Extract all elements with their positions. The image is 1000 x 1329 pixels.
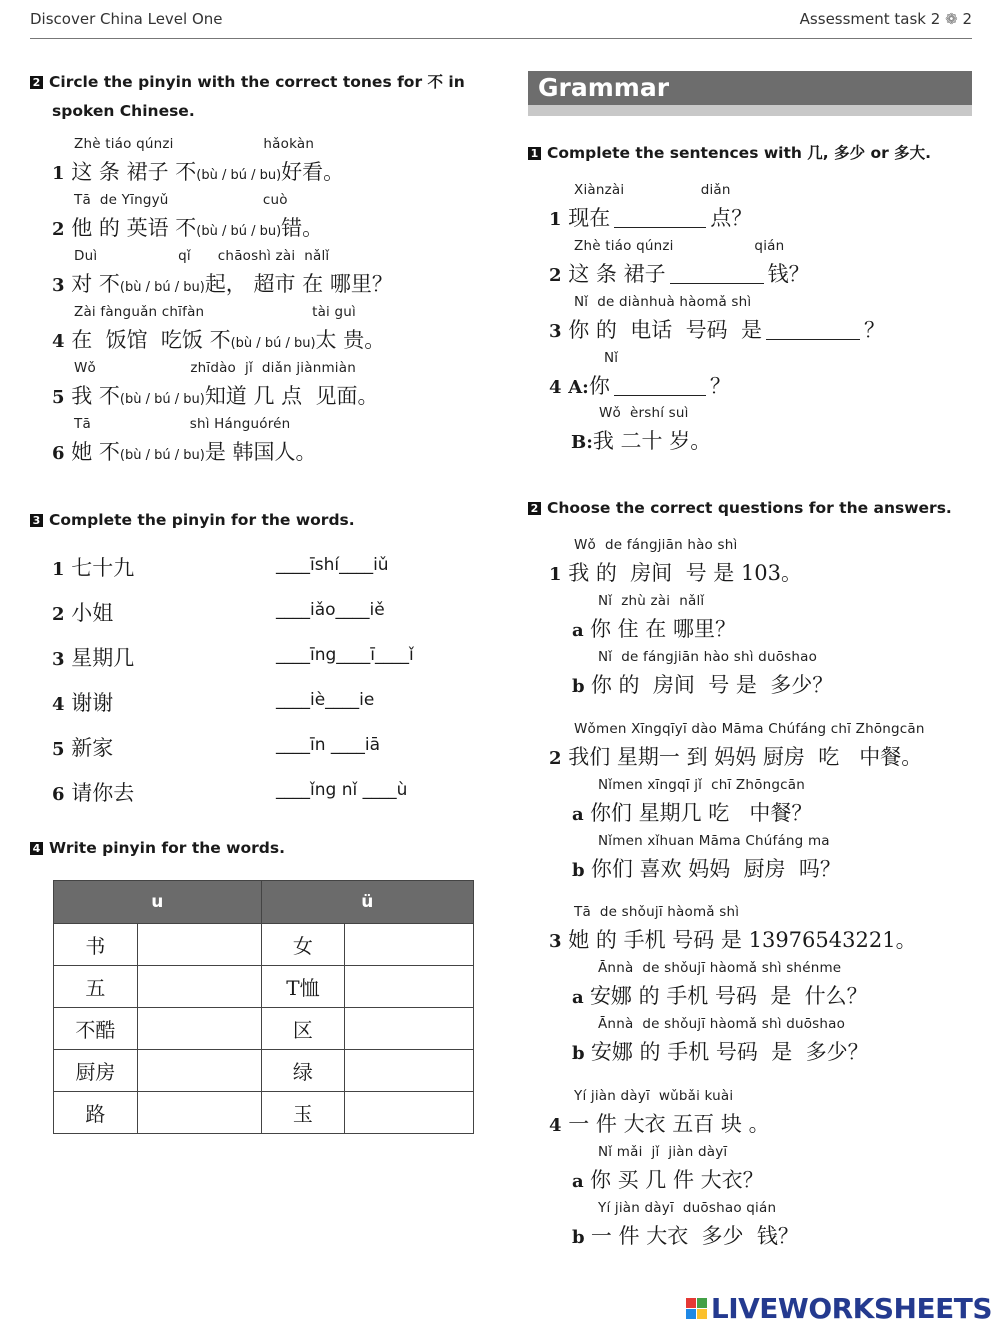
sentence-line (52, 324, 385, 354)
sentence-line (52, 212, 323, 242)
item-number: 3 (549, 931, 562, 952)
u-word: 书 (54, 924, 138, 966)
pinyin-line: Wǒ de fángjiān hào shì (574, 537, 738, 553)
sentence-after: ？ (709, 374, 731, 398)
answer-blank[interactable] (670, 265, 764, 284)
option-text: 安娜 的 手机 号码 是 多少？ (590, 1040, 869, 1064)
u-answer-cell[interactable] (137, 924, 261, 966)
option-a[interactable] (572, 1164, 764, 1194)
sentence-text: 一 件 大衣 五百 块 。 (568, 1112, 770, 1136)
table-row (54, 966, 474, 1008)
answer-blank[interactable] (614, 209, 706, 228)
pinyin-line: Nǐ zhù zài nǎlǐ (598, 593, 705, 609)
sentence-before: 现在 (568, 206, 611, 230)
answer-blank[interactable] (614, 377, 706, 396)
pinyin-line: Zài fànguǎn chīfàn tài guì (74, 304, 356, 320)
sentence-text: 我 二十 岁。 (592, 429, 712, 453)
table-row (54, 1092, 474, 1134)
pinyin-line: Wǒmen Xīngqīyī dào Māma Chúfáng chī Zhōngcān (574, 721, 925, 737)
u-answer-cell[interactable] (137, 966, 261, 1008)
v-answer-cell[interactable] (345, 966, 474, 1008)
pinyin-line: Xiànzài diǎn (574, 182, 731, 198)
dialogue-line-a (549, 370, 731, 400)
tone-options[interactable]: (bù / bú / bu) (230, 336, 316, 351)
option-text: 你们 星期几 吃 中餐？ (589, 801, 813, 825)
sentence-after: ？ (863, 318, 885, 342)
option-text: 安娜 的 手机 号码 是 什么？ (589, 984, 868, 1008)
pinyin-line: Duì qǐ chāoshì zài nǎlǐ (74, 248, 330, 264)
v-word: 女 (261, 924, 345, 966)
pinyin-line: Zhè tiáo qúnzi qián (574, 238, 785, 254)
pinyin-blank[interactable]: ____ǐng nǐ ____ù (276, 780, 408, 800)
sentence-after: 点？ (710, 206, 753, 230)
sentence-after: 知道 几 点 见面。 (204, 384, 379, 408)
sentence-line (52, 380, 379, 410)
tone-options[interactable]: (bù / bú / bu) (119, 280, 205, 295)
header-right (800, 10, 972, 28)
item-number: 6 (52, 784, 65, 805)
pinyin-line: Zhè tiáo qúnzi hǎokàn (74, 136, 315, 152)
item-number: 3 (52, 275, 65, 296)
pinyin-line: Nǐ de fángjiān hào shì duōshao (598, 649, 818, 665)
answer-sentence (549, 924, 917, 954)
answer-sentence (549, 741, 922, 771)
grammar-heading: Grammar (528, 71, 972, 105)
sentence-text: 她 的 手机 号码 是 13976543221。 (568, 928, 917, 952)
option-letter: b (572, 676, 591, 697)
pinyin-line: Tā de shǒujī hàomǎ shì (574, 904, 740, 920)
sentence-before: 我 不 (71, 384, 120, 408)
u-answer-cell[interactable] (137, 1008, 261, 1050)
word-characters: 星期几 (71, 646, 135, 670)
item-number: 3 (549, 321, 562, 342)
pinyin-line: Nǐ de diànhuà hàomǎ shì (574, 294, 752, 310)
word-line (52, 777, 134, 807)
speaker-a: A: (568, 377, 589, 398)
v-answer-cell[interactable] (345, 924, 474, 966)
option-b[interactable] (572, 1036, 869, 1066)
option-b[interactable] (572, 1220, 799, 1250)
pinyin-line: Tā de Yīngyǔ cuò (74, 192, 288, 208)
sentence-after: 好看。 (281, 160, 345, 184)
u-word: 厨房 (54, 1050, 138, 1092)
tone-options[interactable]: (bù / bú / bu) (196, 224, 282, 239)
option-letter: a (572, 1171, 590, 1192)
pinyin-line: Yí jiàn dàyī wǔbǎi kuài (574, 1088, 734, 1104)
word-line (52, 687, 113, 717)
v-answer-cell[interactable] (345, 1092, 474, 1134)
pinyin-line: Nǐ (604, 350, 619, 366)
item-number: 2 (549, 265, 562, 286)
item-number: 4 (52, 694, 65, 715)
sentence-before: 在 饭馆 吃饭 不 (71, 328, 231, 352)
u-word: 路 (54, 1092, 138, 1134)
sentence-before: 这 条 裙子 不 (71, 160, 197, 184)
tone-options[interactable]: (bù / bú / bu) (119, 392, 205, 407)
sentence-before: 她 不 (71, 440, 120, 464)
item-number: 5 (52, 739, 65, 760)
word-line (52, 597, 113, 627)
sentence-after: 是 韩国人。 (204, 440, 317, 464)
pinyin-blank[interactable]: ____īn ____iā (276, 735, 381, 755)
option-b[interactable] (572, 853, 841, 883)
sentence-line (52, 268, 393, 298)
table-row (54, 1050, 474, 1092)
word-characters: 请你去 (71, 781, 135, 805)
u-word: 五 (54, 966, 138, 1008)
table-row (54, 1008, 474, 1050)
header-task: Assessment task 2 (799, 10, 941, 28)
word-characters: 新家 (71, 736, 114, 760)
option-letter: a (572, 620, 590, 641)
option-letter: b (572, 860, 591, 881)
sentence-after: 起， 超市 在 哪里？ (204, 272, 393, 296)
pinyin-line: Yí jiàn dàyī duōshao qián (598, 1200, 777, 1216)
v-word: 区 (261, 1008, 345, 1050)
word-line (52, 732, 113, 762)
pinyin-blank[interactable]: ____iè____ie (276, 690, 375, 710)
word-line (52, 642, 134, 672)
pinyin-line: Nǐmen xǐhuan Māma Chúfáng ma (598, 833, 830, 849)
item-number: 4 (549, 1115, 562, 1136)
option-a[interactable] (572, 613, 736, 643)
sentence-line (549, 202, 752, 232)
table-row (54, 924, 474, 966)
liveworksheets-logo: LIVEWORKSHEETS (686, 1292, 992, 1325)
word-characters: 七十九 (71, 556, 135, 580)
sentence-line (52, 436, 317, 466)
pinyin-blank[interactable]: ____īshí____iǔ (276, 555, 389, 575)
pinyin-line: Tā shì Hánguórén (74, 416, 291, 432)
item-number: 2 (549, 748, 562, 769)
word-line (52, 552, 134, 582)
v-answer-cell[interactable] (345, 1008, 474, 1050)
column-u-header: u (54, 881, 262, 924)
sentence-before: 这 条 裙子 (568, 262, 666, 286)
item-number: 1 (52, 163, 65, 184)
sentence-after: 钱？ (767, 262, 810, 286)
option-letter: a (572, 804, 590, 825)
pinyin-table (53, 880, 474, 1134)
item-number: 4 (52, 331, 65, 352)
item-number: 1 (549, 209, 562, 230)
answer-blank[interactable] (766, 321, 860, 340)
word-characters: 谢谢 (71, 691, 114, 715)
pinyin-line: Wǒ èrshí suì (599, 405, 689, 421)
option-a[interactable] (572, 980, 868, 1010)
sentence-text: 我们 星期一 到 妈妈 厨房 吃 中餐。 (568, 745, 923, 769)
pinyin-blank[interactable]: ____īng____ī____ǐ (276, 645, 414, 665)
pinyin-blank[interactable]: ____iǎo____iě (276, 600, 385, 620)
sentence-after: 错。 (281, 216, 324, 240)
u-answer-cell[interactable] (137, 1050, 261, 1092)
option-a[interactable] (572, 797, 812, 827)
item-number: 1 (52, 559, 65, 580)
option-text: 你们 喜欢 妈妈 厨房 吗？ (590, 857, 841, 881)
grammar-heading-shadow (528, 105, 972, 116)
option-text: 一 件 大衣 多少 钱？ (590, 1224, 799, 1248)
v-word: 玉 (261, 1092, 345, 1134)
section-number: 2 (30, 76, 43, 89)
option-letter: b (572, 1227, 591, 1248)
item-number: 2 (52, 604, 65, 625)
sentence-text: 我 的 房间 号 是 103。 (568, 561, 803, 585)
sentence-line (52, 156, 344, 186)
logo-icon (686, 1298, 708, 1320)
item-number: 6 (52, 443, 65, 464)
pinyin-line: Ānnà de shǒujī hàomǎ shì duōshao (598, 1016, 846, 1032)
v-word: T恤 (261, 966, 345, 1008)
item-number: 4 (549, 377, 562, 398)
v-answer-cell[interactable] (345, 1050, 474, 1092)
tone-options[interactable]: (bù / bú / bu) (119, 448, 205, 463)
header-rule (30, 38, 972, 39)
header-left: Discover China Level One (30, 10, 223, 28)
option-letter: b (572, 1043, 591, 1064)
section-2-title: 2 Circle the pinyin with the correct tones for 不 in spoken Chinese. (30, 68, 465, 126)
pinyin-line: Nǐ mǎi jǐ jiàn dàyī (598, 1144, 728, 1160)
flower-icon: ❁ (945, 10, 958, 28)
page-number: 2 (962, 10, 972, 28)
sentence-line (549, 314, 885, 344)
u-word: 不酷 (54, 1008, 138, 1050)
column-v-header: ü (261, 881, 474, 924)
sentence-after: 太 贵。 (315, 328, 386, 352)
sentence-before: 他 的 英语 不 (71, 216, 197, 240)
sentence-line (549, 258, 810, 288)
option-text: 你 的 房间 号 是 多少？ (590, 673, 834, 697)
grammar-2-title: 2 Choose the correct questions for the answers. (528, 494, 952, 523)
pinyin-line: Wǒ zhīdào jǐ diǎn jiànmiàn (74, 360, 356, 376)
word-characters: 小姐 (71, 601, 114, 625)
sentence-before: 你 的 电话 号码 是 (568, 318, 762, 342)
option-b[interactable] (572, 669, 833, 699)
option-letter: a (572, 987, 590, 1008)
section-4-title: 4 Write pinyin for the words. (30, 834, 285, 863)
answer-sentence (549, 557, 802, 587)
item-number: 2 (52, 219, 65, 240)
speaker-b: B: (571, 432, 593, 453)
v-word: 绿 (261, 1050, 345, 1092)
sentence-before: 对 不 (71, 272, 120, 296)
tone-options[interactable]: (bù / bú / bu) (196, 168, 282, 183)
section-3-title: 3 Complete the pinyin for the words. (30, 506, 355, 535)
pinyin-line: Ānnà de shǒujī hàomǎ shì shénme (598, 960, 842, 976)
option-text: 你 买 几 件 大衣？ (589, 1168, 764, 1192)
dialogue-line-b (571, 425, 711, 455)
item-number: 5 (52, 387, 65, 408)
item-number: 1 (549, 564, 562, 585)
u-answer-cell[interactable] (137, 1092, 261, 1134)
sentence-before: 你 (588, 374, 610, 398)
option-text: 你 住 在 哪里？ (589, 617, 736, 641)
grammar-1-title: 1 Complete the sentences with 几, 多少 or 多大. (528, 139, 931, 168)
item-number: 3 (52, 649, 65, 670)
pinyin-line: Nǐmen xīngqī jǐ chī Zhōngcān (598, 777, 805, 793)
answer-sentence (549, 1108, 770, 1138)
